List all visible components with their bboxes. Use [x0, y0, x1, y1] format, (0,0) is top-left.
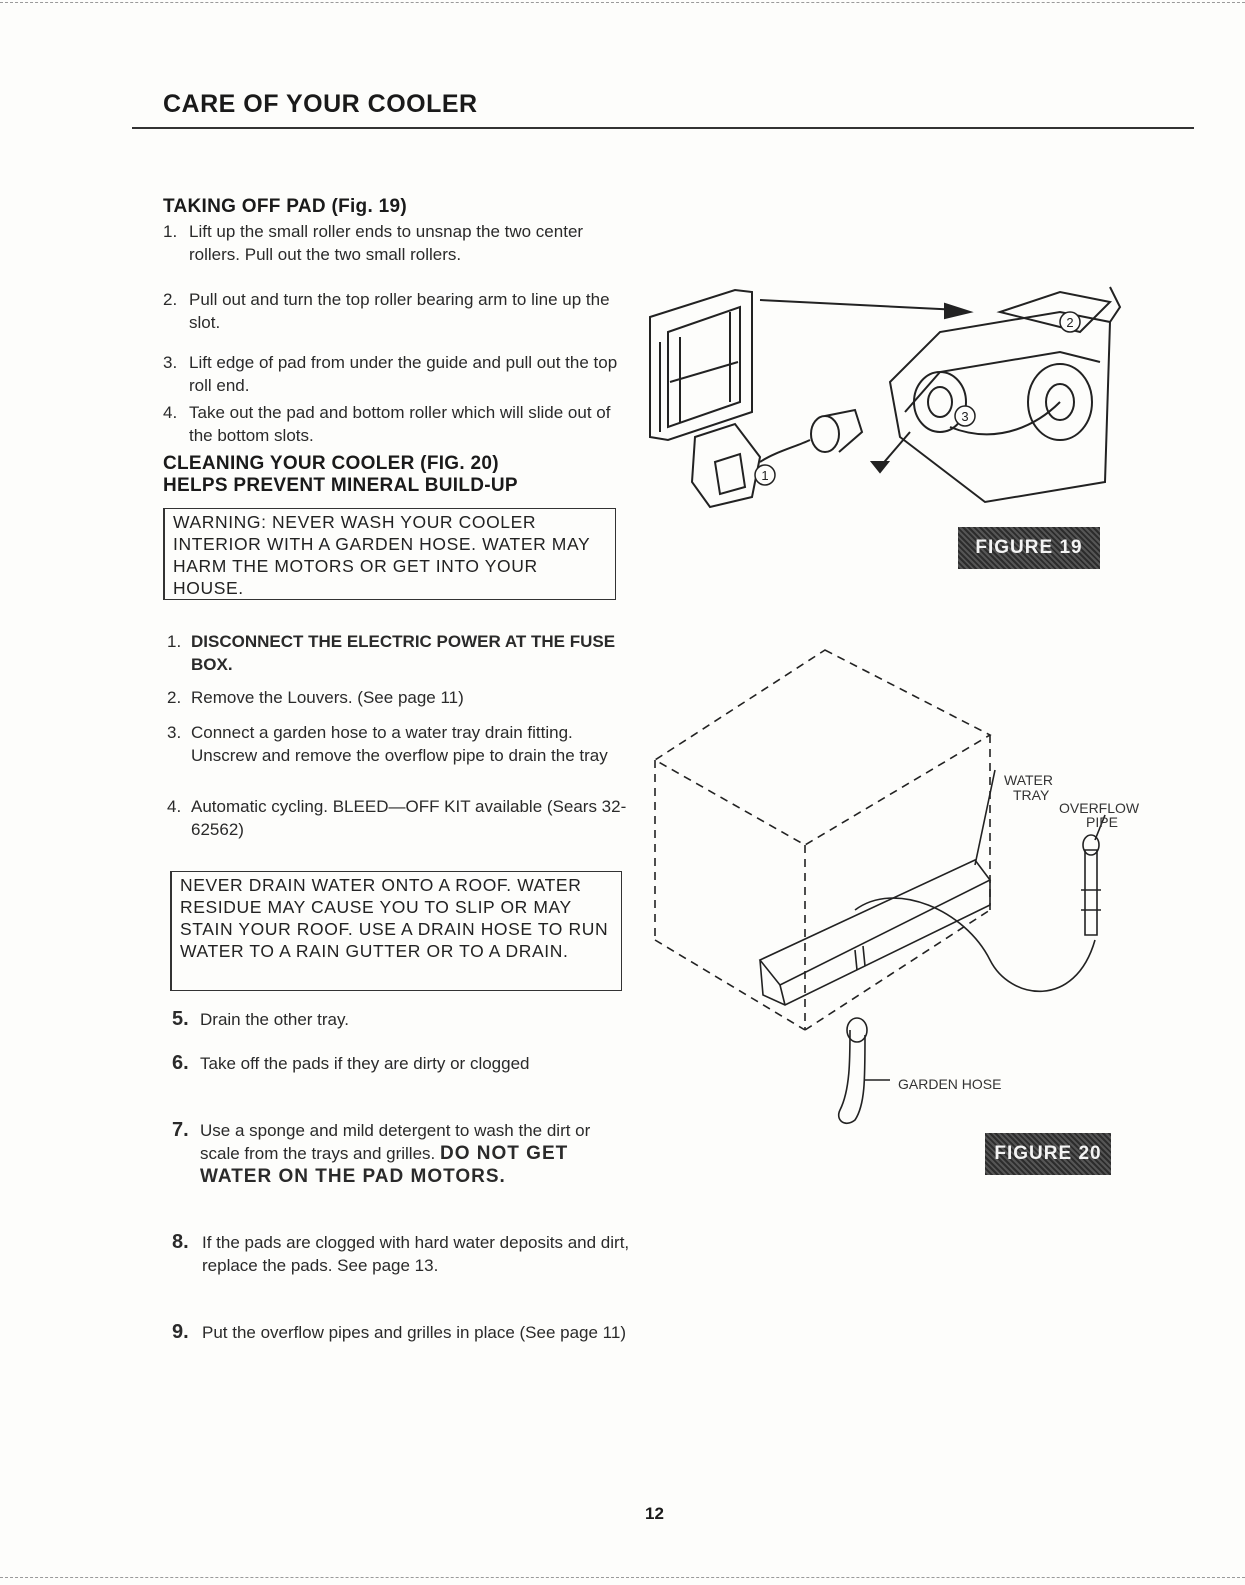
step-number: 5. [172, 1008, 189, 1030]
step-text: Lift up the small roller ends to unsnap the two center rollers. Pull out the two small rollers. [189, 222, 584, 264]
page-title: CARE OF YOUR COOLER [163, 90, 478, 118]
callout-2: 2 [1066, 315, 1074, 330]
section-heading-taking-off-pad: TAKING OFF PAD (Fig. 19) [163, 196, 407, 217]
list-item [163, 288, 623, 334]
callout-3: 3 [961, 409, 969, 424]
step-text: Remove the Louvers. (See page 11) [191, 688, 464, 707]
step-text: Lift edge of pad from under the guide and pull out the top roll end. [189, 353, 618, 395]
step-number: 8. [172, 1231, 189, 1253]
list-item [167, 686, 627, 709]
bottom-rule [0, 1577, 1245, 1578]
step-number: 9. [172, 1321, 189, 1343]
title-divider [132, 127, 1194, 129]
label-garden-hose: GARDEN HOSE [898, 1076, 1002, 1092]
step-text: Automatic cycling. BLEED—OFF KIT available (Sears 32-62562) [191, 797, 627, 839]
list-item [172, 1052, 632, 1075]
step-text: Use a sponge and mild detergent to wash the dirt or scale from the trays and grilles. [200, 1121, 591, 1163]
step-text: DISCONNECT THE ELECTRIC POWER AT THE FUSE BOX. [191, 632, 616, 674]
step-number: 4. [163, 403, 178, 422]
label-overflow-line2: PIPE [1086, 814, 1118, 830]
step-number: 2. [167, 688, 182, 707]
section-heading-cleaning: CLEANING YOUR COOLER (FIG. 20) [163, 453, 499, 474]
label-water-tray-line1: WATER [1004, 772, 1053, 788]
list-item [167, 795, 627, 841]
list-item [172, 1119, 632, 1188]
warning-box: WARNING: NEVER WASH YOUR COOLER INTERIOR WITH A GARDEN HOSE. WATER MAY HARM THE MOTORS OR GET INTO YOUR HOUSE. [163, 508, 616, 600]
step-number: 1. [163, 222, 178, 241]
step-text: Drain the other tray. [200, 1010, 349, 1029]
step-number: 6. [172, 1052, 189, 1074]
list-item [163, 351, 623, 397]
step-number: 3. [163, 353, 178, 372]
step-number: 7. [172, 1119, 189, 1141]
list-item [163, 220, 623, 266]
step-number: 2. [163, 290, 178, 309]
step-number: 1. [167, 632, 182, 651]
list-item [172, 1231, 632, 1277]
figure-20-badge: FIGURE 20 [985, 1133, 1111, 1175]
list-item [167, 630, 627, 676]
label-water-tray-line2: TRAY [1013, 787, 1050, 803]
label-overflow-line1: OVERFLOW [1059, 800, 1140, 816]
figure-19-badge: FIGURE 19 [958, 527, 1100, 569]
step-number: 4. [167, 797, 182, 816]
figure-19-illustration [640, 262, 1160, 522]
step-text: If the pads are clogged with hard water deposits and dirt, replace the pads. See page 13. [202, 1233, 630, 1275]
step-text: Put the overflow pipes and grilles in place (See page 11) [202, 1323, 626, 1342]
figure-20-illustration [645, 640, 1125, 1140]
roof-warning-box: NEVER DRAIN WATER ONTO A ROOF. WATER RESIDUE MAY CAUSE YOU TO SLIP OR MAY STAIN YOUR ROOF. USE A DRAIN HOSE TO RUN WATER TO A RAIN GUTTER OR TO A DRAIN. [170, 871, 622, 991]
step-text: Connect a garden hose to a water tray drain fitting. Unscrew and remove the overflow pipe to drain the tray [191, 723, 608, 765]
step-text-emphasis: DO NOT GET WATER ON THE PAD MOTORS. [200, 1143, 569, 1187]
list-item [172, 1008, 632, 1031]
top-rule [0, 2, 1245, 3]
step-text: Take out the pad and bottom roller which will slide out of the bottom slots. [189, 403, 611, 445]
step-text: Take off the pads if they are dirty or clogged [200, 1054, 530, 1073]
list-item [172, 1321, 632, 1344]
step-text: Pull out and turn the top roller bearing arm to line up the slot. [189, 290, 610, 332]
list-item [163, 401, 623, 447]
callout-1: 1 [761, 468, 769, 483]
section-subheading-cleaning: HELPS PREVENT MINERAL BUILD-UP [163, 475, 518, 496]
page-number: 12 [645, 1504, 664, 1523]
list-item [167, 721, 627, 767]
step-number: 3. [167, 723, 182, 742]
